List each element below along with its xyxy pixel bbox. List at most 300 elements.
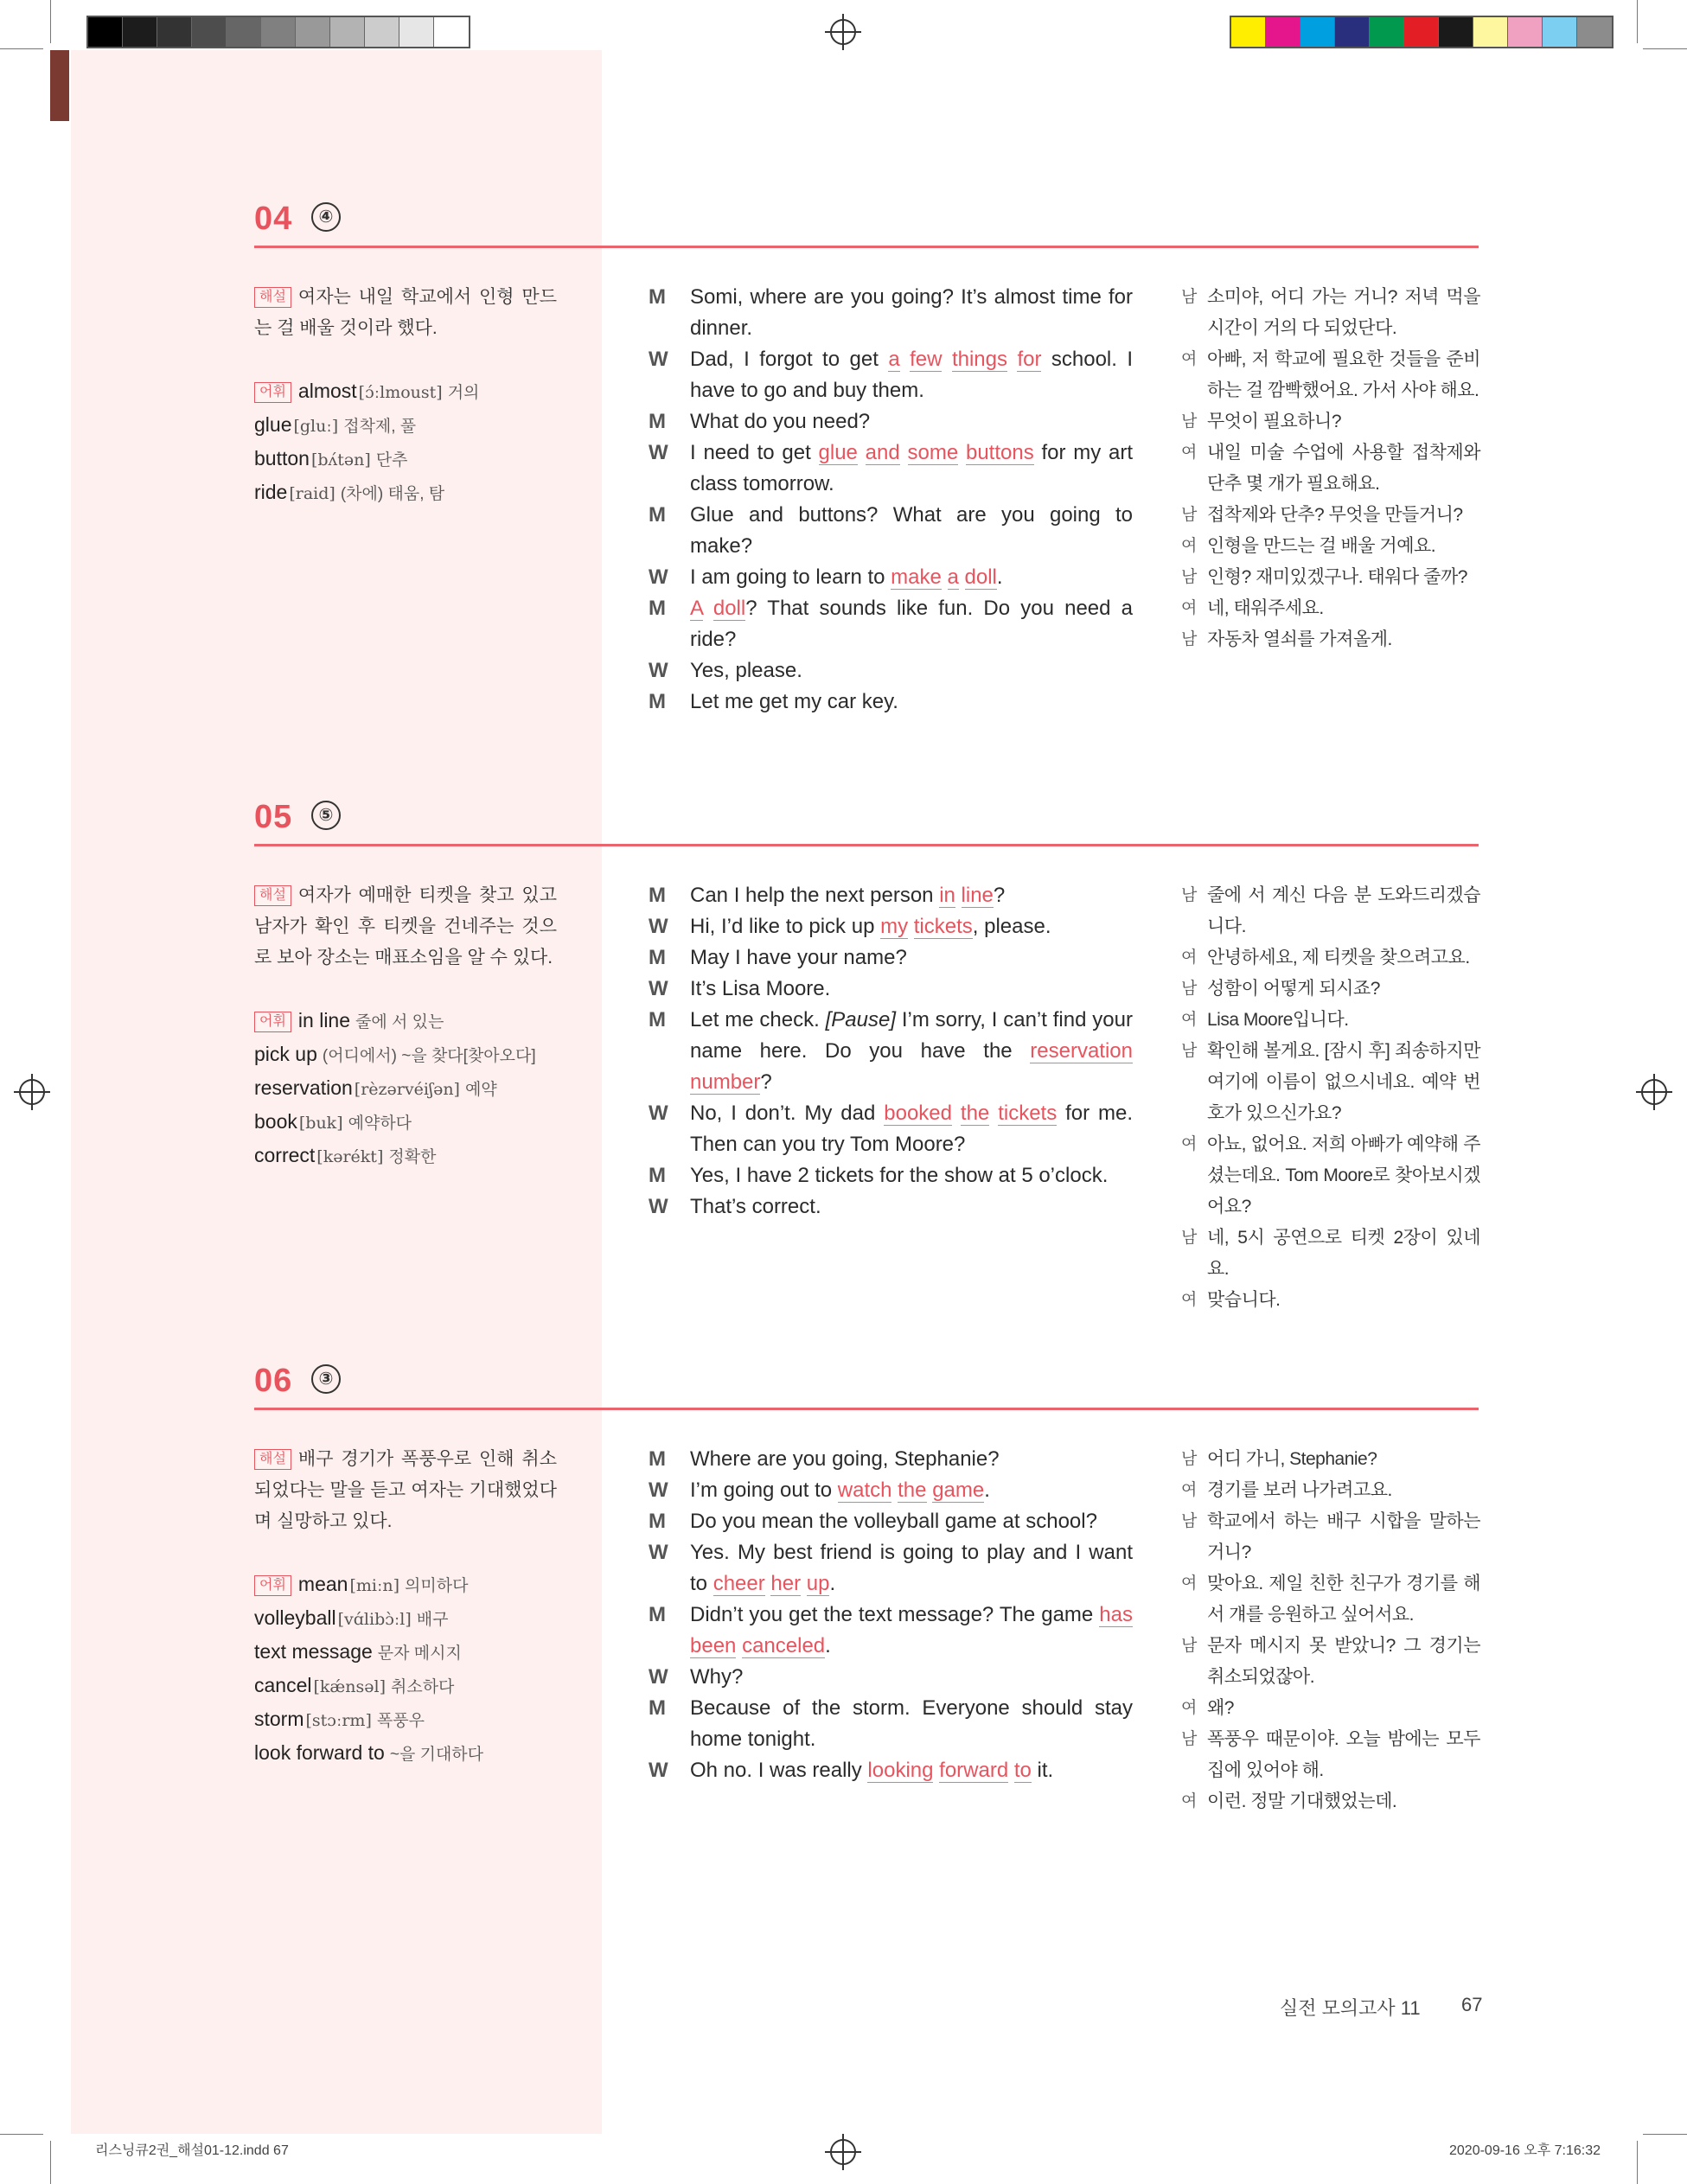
- dialogue-text: , please.: [972, 915, 1051, 938]
- dialogue-line: [649, 1005, 1133, 1098]
- vocab-meaning: 폭풍우: [376, 1712, 425, 1730]
- translation-line: [1181, 437, 1480, 500]
- color-swatch: [399, 17, 434, 47]
- color-swatch: [434, 17, 469, 47]
- vocab-meaning: 거의: [447, 384, 480, 402]
- speaker-label-ko: 여: [1181, 537, 1197, 555]
- vocab-item: [254, 375, 557, 409]
- speaker-label-ko: 남: [1181, 1229, 1197, 1247]
- translation-text: 소미야, 어디 가는 거니? 저녁 먹을 시간이 거의 다 되었단다.: [1207, 287, 1480, 338]
- blank-answer: A: [690, 597, 703, 620]
- translation-line: [1181, 531, 1480, 562]
- translation-line: [1181, 1285, 1480, 1316]
- speaker-label-ko: 여: [1181, 599, 1197, 617]
- vocab-item: [254, 1038, 557, 1072]
- color-swatch: [227, 17, 261, 47]
- crop-mark: [1643, 2134, 1687, 2135]
- dialogue-text: Hi, I’d like to pick up: [690, 915, 881, 938]
- explanation-block: [254, 282, 557, 510]
- vocabulary-list: [254, 1568, 557, 1771]
- crop-mark: [50, 2141, 51, 2184]
- color-swatch: [1266, 17, 1300, 47]
- explanation-text: 배구 경기가 폭풍우로 인해 취소되었다는 말을 듣고 여자는 기대했었다며 실망하고 있다.: [254, 1449, 557, 1531]
- vocab-pronunciation: [miːn]: [349, 1576, 400, 1595]
- dialogue-line: [649, 655, 1133, 686]
- answer-circle: ④: [311, 202, 341, 232]
- translation-line: [1181, 282, 1480, 344]
- blank-answer: up: [806, 1572, 830, 1595]
- dialogue-text: [952, 1102, 961, 1125]
- vocab-meaning: 취소하다: [391, 1678, 455, 1696]
- vocab-item: [254, 1140, 557, 1173]
- color-swatch: [1543, 17, 1577, 47]
- crop-mark: [1637, 0, 1638, 43]
- vocab-word: pick up: [254, 1043, 317, 1065]
- explanation-text: 여자는 내일 학교에서 인형 만드는 걸 배울 것이라 했다.: [254, 287, 557, 338]
- color-swatch: [1404, 17, 1439, 47]
- vocab-meaning: ~을 기대하다: [389, 1746, 484, 1764]
- translation-text: 확인해 볼게요. [잠시 후] 죄송하지만 여기에 이름이 없으시네요. 예약 번호가 있으신가요?: [1207, 1041, 1480, 1123]
- color-swatch: [157, 17, 192, 47]
- vocab-pronunciation: [rèzərvéiʃən]: [354, 1080, 460, 1099]
- speaker-label-ko: 남: [1181, 1450, 1197, 1468]
- dialogue-text: [858, 441, 866, 464]
- vocab-item: [254, 1005, 557, 1038]
- translation-text: 무엇이 필요하니?: [1207, 412, 1342, 431]
- registration-mark-icon: [19, 1079, 45, 1105]
- vocab-meaning: 단추: [375, 451, 408, 469]
- dialogue-line: [649, 974, 1133, 1005]
- color-swatch: [88, 17, 123, 47]
- vocab-item: [254, 443, 557, 476]
- speaker-label-ko: 남: [1181, 1730, 1197, 1748]
- speaker-label-ko: 남: [1181, 506, 1197, 524]
- vocab-item: [254, 1106, 557, 1140]
- translation-line: [1181, 624, 1480, 655]
- crop-mark: [0, 2134, 43, 2135]
- vocab-meaning: 정확한: [388, 1148, 437, 1166]
- dialogue-text: Can I help the next person: [690, 884, 940, 907]
- translation-text: 맞습니다.: [1207, 1290, 1281, 1310]
- speaker-label: W: [649, 977, 668, 1000]
- dialogue-text: It’s Lisa Moore.: [690, 977, 831, 1000]
- translation-line: [1181, 974, 1480, 1005]
- speaker-label: M: [649, 503, 666, 527]
- color-swatch: [1370, 17, 1404, 47]
- translation-line: [1181, 1129, 1480, 1223]
- translation: [1181, 1444, 1480, 1817]
- blank-answer: and: [865, 441, 900, 464]
- blank-answer: looking: [867, 1759, 934, 1782]
- crop-mark: [50, 0, 51, 43]
- translation-text: 네, 5시 공연으로 티켓 2장이 있네요.: [1207, 1228, 1480, 1279]
- vocabulary-list: [254, 1005, 557, 1173]
- dialogue-text: Let me check.: [690, 1008, 826, 1031]
- vocab-item: [254, 1636, 557, 1670]
- translation-text: 폭풍우 때문이야. 오늘 밤에는 모두 집에 있어야 해.: [1207, 1729, 1480, 1780]
- dialogue-text: Why?: [690, 1665, 744, 1689]
- vocab-pronunciation: [kǽnsəl]: [313, 1677, 386, 1696]
- vocab-pronunciation: [gluː]: [293, 417, 339, 436]
- speaker-label: W: [649, 915, 668, 938]
- blank-answer: the: [960, 1102, 990, 1125]
- crop-mark: [1637, 2141, 1638, 2184]
- speaker-label-ko: 여: [1181, 1699, 1197, 1717]
- question-header: [254, 1363, 1479, 1410]
- dialogue-line: [649, 344, 1133, 406]
- dialogue-text: .: [825, 1634, 831, 1657]
- color-swatch: [1439, 17, 1473, 47]
- blank-answer: doll: [964, 565, 997, 589]
- dialogue-text: Yes, I have 2 tickets for the show at 5 o’clock.: [690, 1164, 1109, 1187]
- speaker-label: W: [649, 1665, 668, 1689]
- blank-answer: cheer: [713, 1572, 765, 1595]
- speaker-label-ko: 남: [1181, 1637, 1197, 1655]
- vocab-meaning: 예약하다: [348, 1114, 412, 1133]
- color-swatch: [1577, 17, 1612, 47]
- vocab-item: [254, 1602, 557, 1636]
- vocab-word: mean: [297, 1573, 348, 1595]
- dialogue-line: [649, 1506, 1133, 1537]
- speaker-label: W: [649, 659, 668, 682]
- translation-line: [1181, 1475, 1480, 1506]
- color-swatch: [1473, 17, 1508, 47]
- question-header: [254, 799, 1479, 846]
- speaker-label: M: [649, 285, 666, 309]
- dialogue-text: [959, 565, 965, 589]
- speaker-label: W: [649, 1195, 668, 1218]
- vocab-pronunciation: [buk]: [298, 1114, 343, 1133]
- dialogue-text: Dad, I forgot to get: [690, 348, 889, 371]
- dialogue-text: it.: [1031, 1759, 1054, 1782]
- translation-text: 줄에 서 계신 다음 분 도와드리겠습니다.: [1207, 885, 1480, 936]
- footer-section-title: 실전 모의고사 11: [1280, 1997, 1421, 2019]
- translation-text: 자동차 열쇠를 가져올게.: [1207, 629, 1392, 649]
- translation-text: 성함이 어떻게 되시죠?: [1207, 979, 1380, 999]
- translation-line: [1181, 880, 1480, 942]
- dialogue-text: I’m going out to: [690, 1478, 838, 1502]
- dialogue-text: That’s correct.: [690, 1195, 821, 1218]
- dialogue-text: .: [829, 1572, 836, 1595]
- vocab-item: [254, 476, 557, 510]
- dialogue-text: Didn’t you get the text message? The game: [690, 1603, 1100, 1626]
- dialogue-text: [1008, 1759, 1014, 1782]
- vocab-meaning: (차에) 태움, 탐: [340, 485, 445, 503]
- dialogue-text: Yes, please.: [690, 659, 802, 682]
- explanation: [254, 1444, 557, 1537]
- translation-text: 네, 태워주세요.: [1207, 598, 1324, 618]
- dialogue-text: [801, 1572, 807, 1595]
- dialogue-text: [955, 884, 962, 907]
- answer-circle: ③: [311, 1364, 341, 1394]
- vocab-item: [254, 1568, 557, 1602]
- dialogue-text: Do you mean the volleyball game at school?: [690, 1510, 1097, 1533]
- translation-text: 맞아요. 제일 친한 친구가 경기를 해서 걔를 응원하고 싶어서요.: [1207, 1574, 1480, 1625]
- dialogue-line: [649, 1444, 1133, 1475]
- dialogue-text: school. I have to go and buy them.: [690, 348, 1134, 402]
- dialogue: [649, 880, 1133, 1223]
- vocab-pronunciation: [kərékt]: [316, 1147, 384, 1166]
- speaker-label: M: [649, 597, 666, 620]
- blank-answer: for: [1017, 348, 1042, 371]
- vocab-item: [254, 1072, 557, 1106]
- dialogue-text: .: [996, 565, 1003, 589]
- dialogue-line: [649, 942, 1133, 974]
- vocab-word: ride: [254, 481, 288, 503]
- vocab-word: volleyball: [254, 1606, 336, 1629]
- blank-answer: some: [907, 441, 959, 464]
- crop-mark: [1643, 48, 1687, 49]
- dialogue-text: .: [984, 1478, 990, 1502]
- speaker-label-ko: 남: [1181, 886, 1197, 904]
- explanation-block: [254, 880, 557, 1173]
- translation-line: [1181, 344, 1480, 406]
- blank-answer: reservation: [1030, 1039, 1133, 1063]
- translation-line: [1181, 1631, 1480, 1693]
- blank-answer: her: [770, 1572, 802, 1595]
- blank-answer: glue: [818, 441, 858, 464]
- dialogue-line: [649, 500, 1133, 562]
- speaker-label: M: [649, 1008, 666, 1031]
- dialogue-line: [649, 1600, 1133, 1662]
- dialogue-line: [649, 1662, 1133, 1693]
- translation-text: 내일 미술 수업에 사용할 접착제와 단추 몇 개가 필요해요.: [1207, 443, 1480, 494]
- speaker-label: W: [649, 565, 668, 589]
- vocab-word: reservation: [254, 1076, 353, 1099]
- speaker-label: M: [649, 1603, 666, 1626]
- dialogue-line: [649, 686, 1133, 718]
- dialogue-text: for me. Then can you try Tom Moore?: [690, 1102, 1134, 1156]
- vocab-word: button: [254, 447, 310, 469]
- registration-mark-icon: [830, 2139, 856, 2165]
- dialogue-text: ? That sounds like fun. Do you need a ride?: [690, 597, 1134, 651]
- blank-answer: to: [1013, 1759, 1032, 1782]
- dialogue-line: [649, 1160, 1133, 1191]
- blank-answer: line: [961, 884, 994, 907]
- color-swatch: [1231, 17, 1266, 47]
- blank-answer: make: [891, 565, 942, 589]
- dialogue-text: [908, 915, 914, 938]
- dialogue-line: [649, 1475, 1133, 1506]
- explanation-tag: 해설: [254, 885, 291, 906]
- translation-line: [1181, 1005, 1480, 1036]
- translation-line: [1181, 1724, 1480, 1786]
- translation-text: 학교에서 하는 배구 시합을 말하는 거니?: [1207, 1511, 1480, 1562]
- vocab-word: book: [254, 1110, 297, 1133]
- speaker-label: M: [649, 884, 666, 907]
- speaker-label-ko: 여: [1181, 1011, 1197, 1029]
- vocab-meaning: 줄에 서 있는: [355, 1013, 444, 1031]
- speaker-label-ko: 남: [1181, 1042, 1197, 1060]
- blank-answer: few: [910, 348, 943, 371]
- dialogue-text: [Pause]: [825, 1008, 896, 1031]
- speaker-label: M: [649, 1696, 666, 1720]
- vocab-word: look forward to: [254, 1741, 385, 1764]
- vocab-item: [254, 1670, 557, 1703]
- dialogue-text: Let me get my car key.: [690, 690, 898, 713]
- translation: [1181, 880, 1480, 1316]
- translation-text: 경기를 보러 나가려고요.: [1207, 1480, 1392, 1500]
- vocab-meaning: 배구: [416, 1611, 449, 1629]
- process-color-bar: [1230, 16, 1614, 48]
- translation-line: [1181, 562, 1480, 593]
- question-number: 04: [254, 201, 293, 237]
- crop-mark: [0, 48, 43, 49]
- translation-text: Lisa Moore입니다.: [1207, 1010, 1349, 1030]
- translation-line: [1181, 500, 1480, 531]
- vocab-word: text message: [254, 1640, 373, 1663]
- explanation: [254, 880, 557, 974]
- vocab-item: [254, 1703, 557, 1737]
- dialogue-text: ?: [760, 1070, 772, 1094]
- color-swatch: [1335, 17, 1370, 47]
- explanation: [254, 282, 557, 344]
- blank-answer: been: [690, 1634, 737, 1657]
- speaker-label: W: [649, 348, 668, 371]
- vocab-word: storm: [254, 1708, 304, 1730]
- dialogue-text: [942, 348, 951, 371]
- translation-text: 접착제와 단추? 무엇을 만들거니?: [1207, 505, 1463, 525]
- vocab-pronunciation: [bʌ́tən]: [310, 450, 371, 469]
- color-swatch: [296, 17, 330, 47]
- speaker-label-ko: 여: [1181, 1481, 1197, 1499]
- vocabulary-tag: 어휘: [254, 382, 291, 403]
- dialogue-text: [900, 441, 908, 464]
- vocab-word: glue: [254, 413, 292, 436]
- blank-answer: watch: [837, 1478, 892, 1502]
- translation-text: 문자 메시지 못 받았니? 그 경기는 취소되었잖아.: [1207, 1636, 1480, 1687]
- answer-circle: ⑤: [311, 801, 341, 830]
- dialogue-line: [649, 593, 1133, 655]
- registration-mark-icon: [830, 19, 856, 45]
- color-swatch: [1508, 17, 1543, 47]
- speaker-label: W: [649, 441, 668, 464]
- translation-line: [1181, 1786, 1480, 1817]
- blank-answer: forward: [939, 1759, 1009, 1782]
- blank-answer: a: [888, 348, 900, 371]
- blank-answer: tickets: [998, 1102, 1058, 1125]
- vocab-word: in line: [297, 1009, 351, 1031]
- dialogue-text: I need to get: [690, 441, 819, 464]
- grayscale-color-bar: [86, 16, 470, 48]
- translation-text: 이런. 정말 기대했었는데.: [1207, 1791, 1397, 1811]
- dialogue-text: [1007, 348, 1017, 371]
- translation: [1181, 282, 1480, 655]
- dialogue-line: [649, 1098, 1133, 1160]
- speaker-label-ko: 여: [1181, 1135, 1197, 1153]
- dialogue-text: for my art class tomorrow.: [690, 441, 1134, 495]
- vocabulary-tag: 어휘: [254, 1575, 291, 1596]
- vocab-meaning: (어디에서) ~을 찾다[찾아오다]: [322, 1047, 536, 1065]
- translation-line: [1181, 1506, 1480, 1568]
- color-swatch: [123, 17, 157, 47]
- speaker-label-ko: 여: [1181, 350, 1197, 368]
- registration-mark-icon: [1641, 1079, 1667, 1105]
- translation-text: 왜?: [1207, 1698, 1234, 1718]
- vocab-word: cancel: [254, 1674, 312, 1696]
- dialogue-text: ?: [993, 884, 1006, 907]
- explanation-text: 여자가 예매한 티켓을 찾고 있고 남자가 확인 후 티켓을 건네주는 것으로 보아 장소는 매표소임을 알 수 있다.: [254, 885, 557, 967]
- dialogue-line: [649, 880, 1133, 911]
- speaker-label: M: [649, 946, 666, 969]
- dialogue-text: Glue and buttons? What are you going to make?: [690, 503, 1133, 558]
- translation-line: [1181, 1036, 1480, 1129]
- speaker-label-ko: 여: [1181, 1574, 1197, 1593]
- dialogue-text: I am going to learn to: [690, 565, 891, 589]
- blank-answer: has: [1099, 1603, 1133, 1626]
- vocab-word: almost: [297, 380, 357, 402]
- speaker-label-ko: 남: [1181, 412, 1197, 431]
- color-swatch: [261, 17, 296, 47]
- dialogue-text: Where are you going, Stephanie?: [690, 1447, 1000, 1471]
- print-timestamp: 2020-09-16 오후 7:16:32: [1449, 2143, 1601, 2158]
- speaker-label-ko: 남: [1181, 980, 1197, 998]
- vocab-meaning: 접착제, 풀: [343, 418, 417, 436]
- translation-line: [1181, 593, 1480, 624]
- blank-answer: a: [947, 565, 959, 589]
- translation-text: 아빠, 저 학교에 필요한 것들을 준비하는 걸 깜빡했어요. 가서 사야 해요.: [1207, 349, 1480, 400]
- dialogue-text: Because of the storm. Everyone should stay home tonight.: [690, 1696, 1133, 1751]
- vocab-item: [254, 409, 557, 443]
- dialogue-text: No, I don’t. My dad: [690, 1102, 885, 1125]
- vocab-pronunciation: [raid]: [289, 484, 335, 503]
- question-number: 06: [254, 1363, 293, 1399]
- dialogue-text: [703, 597, 713, 620]
- color-swatch: [330, 17, 365, 47]
- speaker-label: W: [649, 1541, 668, 1564]
- speaker-label: W: [649, 1478, 668, 1502]
- speaker-label-ko: 남: [1181, 568, 1197, 586]
- vocab-pronunciation: [ɔ́ːlmoust]: [358, 383, 443, 402]
- question-number: 05: [254, 799, 293, 835]
- dialogue: [649, 1444, 1133, 1786]
- page-number: 67: [1461, 1994, 1483, 2015]
- dialogue-line: [649, 406, 1133, 437]
- vocab-pronunciation: [vɑ́libɔ̀ːl]: [337, 1610, 412, 1629]
- vocab-item: [254, 1737, 557, 1771]
- speaker-label-ko: 남: [1181, 288, 1197, 306]
- speaker-label-ko: 여: [1181, 1792, 1197, 1810]
- dialogue-line: [649, 1755, 1133, 1786]
- dialogue-line: [649, 1191, 1133, 1223]
- dialogue-text: I’m sorry, I can’t find your name here. Do you have the: [690, 1008, 1133, 1063]
- explanation-tag: 해설: [254, 287, 291, 308]
- translation-text: 인형? 재미있겠구나. 태워다 줄까?: [1207, 567, 1467, 587]
- vocabulary-list: [254, 375, 557, 510]
- blank-answer: the: [898, 1478, 927, 1502]
- dialogue-text: [942, 565, 948, 589]
- blank-answer: tickets: [913, 915, 973, 938]
- color-swatch: [365, 17, 399, 47]
- dialogue-text: [900, 348, 910, 371]
- speaker-label: M: [649, 690, 666, 713]
- translation-line: [1181, 1693, 1480, 1724]
- dialogue-line: [649, 1693, 1133, 1755]
- dialogue: [649, 282, 1133, 718]
- translation-text: 어디 가니, Stephanie?: [1207, 1449, 1377, 1469]
- dialogue-line: [649, 282, 1133, 344]
- translation-line: [1181, 1568, 1480, 1631]
- dialogue-text: Oh no. I was really: [690, 1759, 868, 1782]
- vocab-meaning: 의미하다: [405, 1577, 469, 1595]
- dialogue-text: [989, 1102, 998, 1125]
- blank-answer: booked: [884, 1102, 952, 1125]
- blank-answer: things: [951, 348, 1007, 371]
- blank-answer: buttons: [965, 441, 1034, 464]
- dialogue-text: [958, 441, 966, 464]
- translation-text: 아뇨, 없어요. 저희 아빠가 예약해 주셨는데요. Tom Moore로 찾아보시겠어요?: [1207, 1134, 1480, 1217]
- blank-answer: in: [939, 884, 955, 907]
